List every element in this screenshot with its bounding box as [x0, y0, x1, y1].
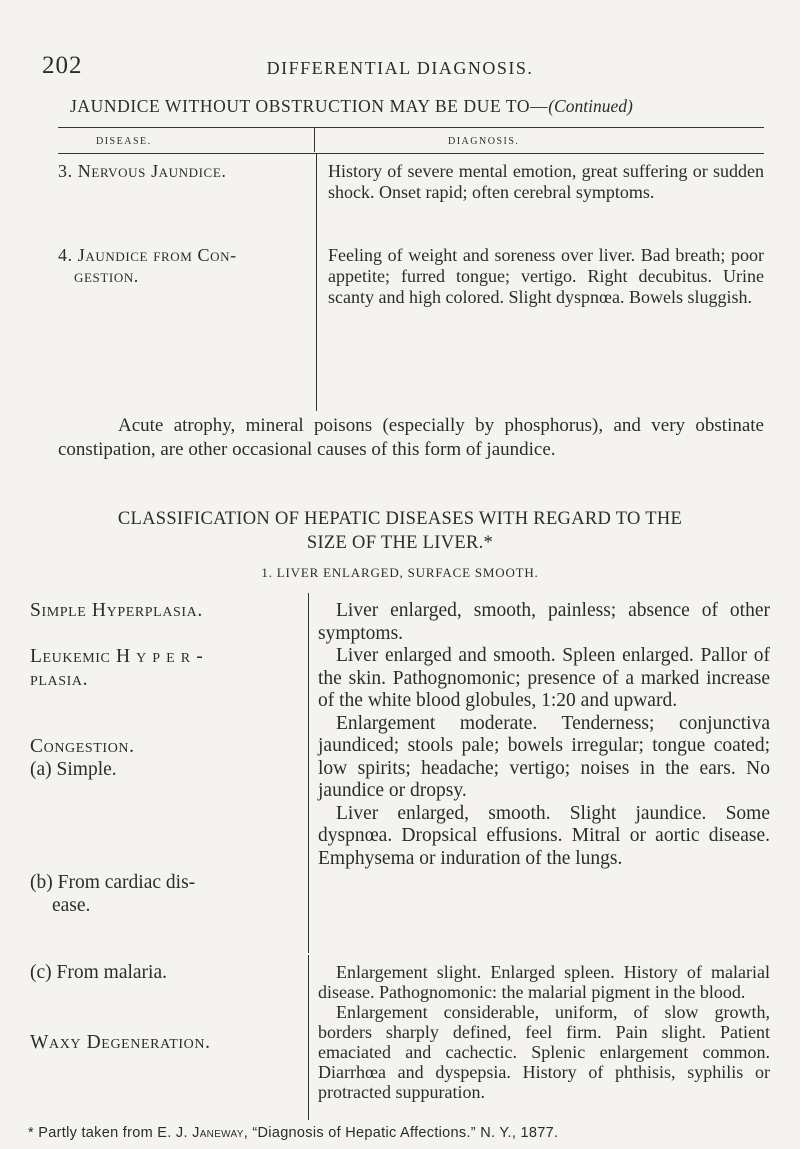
text-leukemic-hyperplasia: Liver enlarged and smooth. Spleen enlarged. Pallor of the skin. Pathognomonic; presence of a marked increase of the white blood globules, 1:20 and upward. — [318, 645, 770, 711]
label-leukemic-hyperplasia — [30, 646, 295, 691]
footnote-author: Janeway, — [192, 1125, 249, 1141]
jaundice-table — [58, 127, 764, 154]
classification-column-rule-lower — [308, 955, 309, 1120]
jaundice-paragraph-text: Acute atrophy, mineral poisons (especially by phosphorus), and very obstinate constipation, are other occasional causes of this form of jaundice. — [58, 415, 764, 460]
table-header — [58, 127, 764, 154]
text-simple-hyperplasia: Liver enlarged, smooth, painless; absence of other symptoms. — [318, 600, 770, 644]
label-malaria: (c) From malaria. — [30, 962, 167, 983]
header-disease: DISEASE. — [96, 136, 152, 147]
label-congestion-simple: (a) Simple. — [30, 758, 117, 780]
label-simple-hyperplasia: Simple Hyperplasia. — [30, 600, 203, 621]
text-waxy-degeneration: Enlargement considerable, uniform, of slow growth, borders sharply defined, feel firm. Pain slight. Patient emaciated and cachectic. Splenic enlargement common. Diarrhœa and dyspepsia. History of phthisis, syphilis or protracted suppuration. — [318, 1002, 770, 1102]
disease-congestion-line2: gestion. — [74, 266, 139, 286]
label-leukemic-line2: plasia. — [30, 668, 89, 690]
classification-title-line2: SIZE OF THE LIVER.* — [306, 533, 494, 553]
diagnosis-congestion-jaundice: Feeling of weight and soreness over liver. Bad breath; poor appetite; furred tongue; vertigo. Right decubitus. Urine scanty and high colored. Slight dyspnœa. Bowels sluggish. — [328, 245, 764, 307]
classification-column-rule — [308, 593, 309, 953]
page-number: 202 — [42, 52, 83, 79]
jaundice-paragraph — [58, 414, 764, 462]
disease-congestion-jaundice — [58, 245, 303, 287]
label-cardiac — [30, 872, 295, 917]
footnote — [28, 1125, 558, 1141]
text-congestion-simple: Enlargement moderate. Tenderness; conjunctiva jaundiced; stools pale; bowels irregular; tongue coated; low spirits; headache; vertigo; noises in the ears. No jaundice or dropsy. — [318, 712, 770, 801]
text-malaria: Enlargement slight. Enlarged spleen. History of malarial disease. Pathognomonic: the malarial pigment in the blood. — [318, 962, 770, 1002]
classification-subtitle: 1. LIVER ENLARGED, SURFACE SMOOTH. — [261, 565, 539, 580]
header-diagnosis: DIAGNOSIS. — [448, 136, 520, 147]
footnote-rest: “Diagnosis of Hepatic Affections.” N. Y., 1877. — [252, 1125, 559, 1141]
right-column-lower — [318, 962, 770, 1102]
classification-title-line1: CLASSIFICATION OF HEPATIC DISEASES WITH REGARD TO THE — [117, 509, 683, 529]
text-cardiac: Liver enlarged, smooth. Slight jaundice. Some dyspnœa. Dropsical effusions. Mitral or aortic disease. Emphysema or induration of the lungs. — [318, 802, 770, 869]
label-cardiac-line2: ease. — [52, 894, 91, 916]
right-column — [318, 600, 770, 870]
diagnosis-nervous-jaundice: History of severe mental emotion, great suffering or sudden shock. Onset rapid; often cerebral symptoms. — [328, 161, 764, 202]
table-column-rule — [316, 153, 317, 411]
label-waxy-degeneration: Waxy Degeneration. — [30, 1032, 211, 1053]
disease-nervous-jaundice: 3. Nervous Jaundice. — [58, 161, 227, 181]
disease-congestion-line1: 4. Jaundice from Con- — [58, 245, 237, 265]
running-head: DIFFERENTIAL DIAGNOSIS. — [266, 58, 534, 78]
section-title-note: (Continued) — [548, 96, 633, 116]
header-column-rule — [314, 127, 315, 152]
footnote-prefix: * Partly taken from E. J. — [28, 1125, 188, 1141]
classification-title — [30, 507, 770, 555]
section-title-text: JAUNDICE WITHOUT OBSTRUCTION MAY BE DUE TO— — [70, 96, 549, 116]
section-title — [70, 96, 633, 117]
table-top-rule — [58, 127, 764, 128]
label-congestion — [30, 736, 295, 781]
label-cardiac-line1: (b) From cardiac dis- — [30, 872, 196, 893]
label-congestion-text: Congestion. — [30, 736, 135, 757]
label-leukemic-line1: Leukemic H y p e r - — [30, 646, 204, 667]
